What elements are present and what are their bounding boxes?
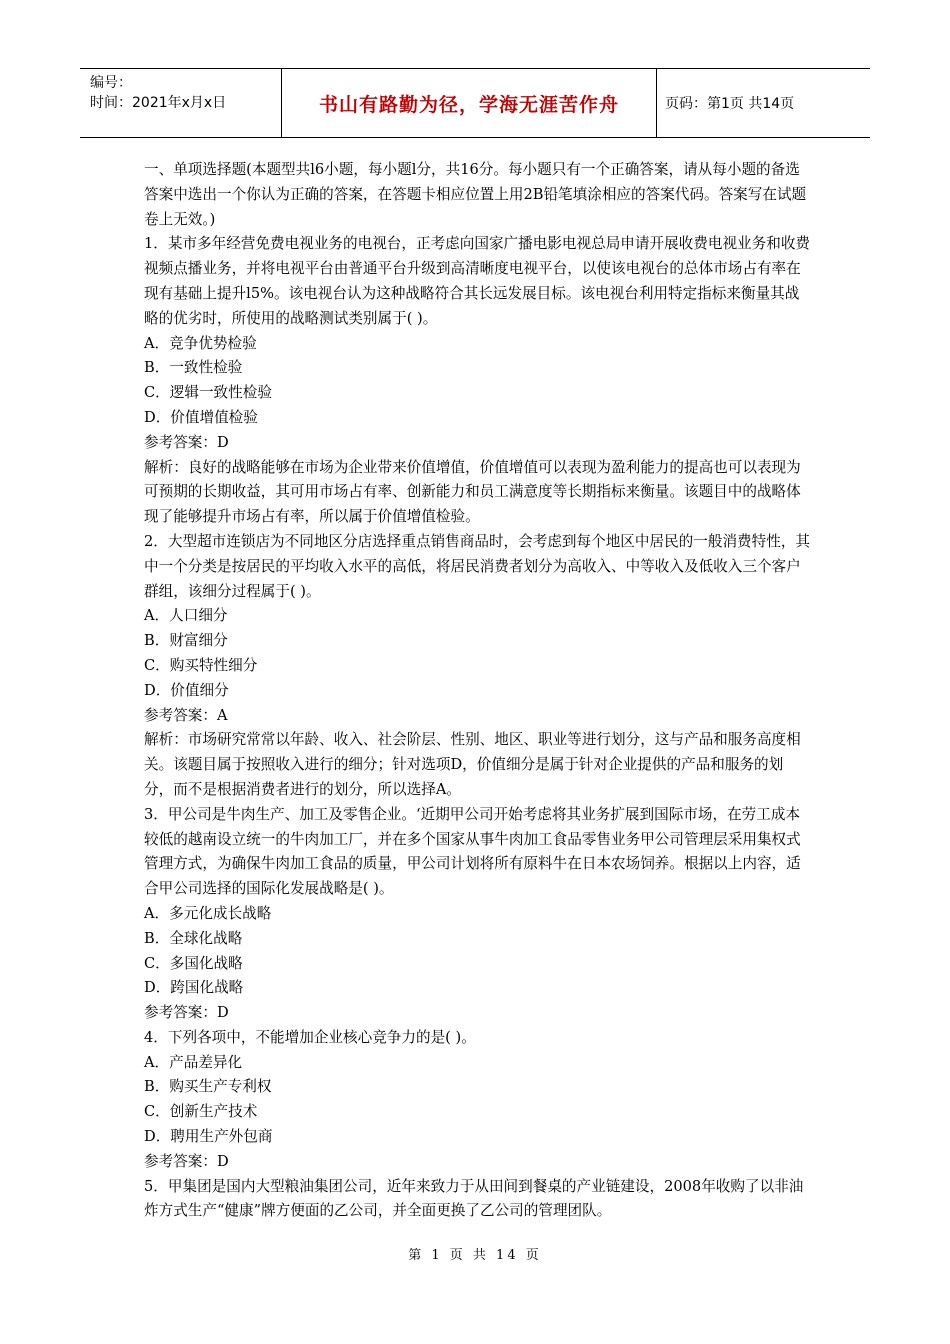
answer-3: 参考答案：D xyxy=(144,1004,229,1022)
question-1: 1．某市多年经营免费电视业务的电视台，正考虑向国家广播电影电视总局申请开展收费电视业务和收费视频点播业务，并将电视平台由普通平台升级到高清晰度电视平台，以使该电视台的总体市场占有率在现有基础上提升l5%。该电视台认为这种战略符合其长远发展目标。该电视台利用特定指标来衡量其战略的优劣时，所使用的战略测试类别属于( )。 xyxy=(144,235,811,327)
option-c: C．创新生产技术 xyxy=(144,1103,258,1121)
option-a: A．产品差异化 xyxy=(144,1053,243,1071)
option-b: B．全球化战略 xyxy=(144,929,243,947)
header-meta xyxy=(80,69,282,137)
option-d: D．价值增值检验 xyxy=(144,408,258,426)
document-code-label: 编号： xyxy=(90,75,132,91)
page-footer: 第 1 页 共 14 页 xyxy=(408,1248,542,1263)
option-c: C．多国化战略 xyxy=(144,954,243,972)
option-b: B．购买生产专利权 xyxy=(144,1078,272,1096)
page-header xyxy=(80,68,870,138)
option-c: C．购买特性细分 xyxy=(144,656,258,674)
option-a: A．多元化成长战略 xyxy=(144,904,272,922)
option-a: A．竞争优势检验 xyxy=(144,334,257,352)
section-instructions: 一、单项选择题(本题型共l6小题，每小题l分，共16分。每小题只有一个正确答案，请从每小题的备选答案中选出一个你认为正确的答案，在答题卡相应位置上用2B铅笔填涂相应的答案代码。答案写在试题卷上无效。) xyxy=(144,161,807,228)
question-5: 5．甲集团是国内大型粮油集团公司，近年来致力于从田间到餐桌的产业链建设，2008年收购了以非油炸方式生产“健康”牌方便面的乙公司，并全面更换了乙公司的管理团队。 xyxy=(144,1177,804,1220)
explanation-1: 解析：良好的战略能够在市场为企业带来价值增值，价值增值可以表现为盈利能力的提高也可以表现为可预期的长期收益，其可用市场占有率、创新能力和员工满意度等长期指标来衡量。该题目中的战略体现了能够提升市场占有率，所以属于价值增值检验。 xyxy=(144,458,801,526)
option-d: D．聘用生产外包商 xyxy=(144,1128,273,1146)
header-motto: 书山有路勤为径，学海无涯苦作舟 xyxy=(282,69,657,137)
option-d: D．跨国化战略 xyxy=(144,979,244,997)
header-page-info: 页码：第1页 共14页 xyxy=(665,96,795,112)
option-d: D．价值细分 xyxy=(144,681,229,699)
explanation-2: 解析：市场研究常常以年龄、收入、社会阶层、性别、地区、职业等进行划分，这与产品和服务高度相关。该题目属于按照收入进行的细分；针对选项D，价值细分是属于针对企业提供的产品和服务的划分，而不是根据消费者进行的划分，所以选择A。 xyxy=(144,731,801,798)
document-date: 时间：2021年x月x日 xyxy=(90,95,227,111)
option-c: C．逻辑一致性检验 xyxy=(144,384,272,402)
answer-1: 参考答案：D xyxy=(144,433,229,451)
question-3: 3．甲公司是牛肉生产、加工及零售企业。‘近期甲公司开始考虑将其业务扩展到国际市场，在劳工成本较低的越南设立统一的牛肉加工厂，并在多个国家从事牛肉加工食品零售业务甲公司管理层采用集权式管理方式，为确保牛肉加工食品的质量，甲公司计划将所有原料牛在日本农场饲养。根据以上内容，适合甲公司选择的国际化发展战略是( )。 xyxy=(144,805,801,898)
question-2: 2．大型超市连锁店为不同地区分店选择重点销售商品时，会考虑到每个地区中居民的一般消费特性，其中一个分类是按居民的平均收入水平的高低，将居民消费者划分为高收入、中等收入及低收入三个客户群组，该细分过程属于( )。 xyxy=(144,532,811,600)
option-b: B．财富细分 xyxy=(144,632,228,650)
option-b: B．一致性检验 xyxy=(144,359,243,377)
question-4: 4．下列各项中，不能增加企业核心竞争力的是( )。 xyxy=(144,1028,476,1046)
option-a: A．人口细分 xyxy=(144,607,228,625)
answer-4: 参考答案：D xyxy=(144,1152,229,1170)
document-body xyxy=(144,158,812,1224)
answer-2: 参考答案：A xyxy=(144,706,228,724)
